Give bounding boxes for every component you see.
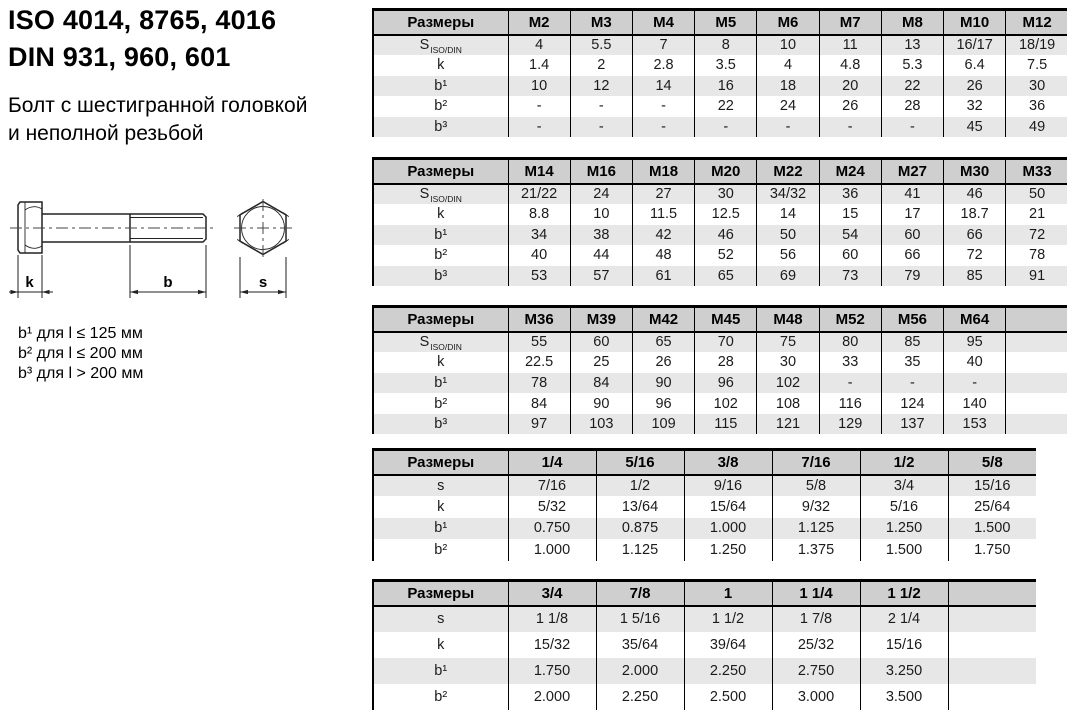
value-cell: 60: [570, 332, 632, 353]
value-cell: 45: [944, 117, 1006, 138]
col-header: M3: [570, 10, 632, 35]
value-cell: 65: [632, 332, 694, 353]
value-cell: 1.250: [860, 518, 948, 540]
subtitle-line1: Болт с шестигранной головкой: [8, 94, 308, 117]
dimension-table-1: [372, 8, 1067, 137]
value-cell: 2.250: [684, 658, 772, 684]
dimension-b: [130, 245, 206, 298]
col-header: 7/8: [596, 581, 684, 606]
value-cell: 56: [757, 245, 819, 266]
value-cell: 85: [944, 266, 1006, 287]
value-cell: 2.250: [596, 684, 684, 710]
subtitle-block: [8, 92, 307, 148]
value-cell: 75: [757, 332, 819, 353]
value-cell: 35/64: [596, 632, 684, 658]
dim-label-b: b: [163, 274, 173, 291]
value-cell: 108: [757, 393, 819, 414]
value-cell: 14: [632, 76, 694, 97]
value-cell: -: [881, 373, 943, 394]
value-cell: 26: [944, 76, 1006, 97]
thread-length-notes: [18, 324, 143, 384]
value-cell: 1.125: [596, 539, 684, 561]
col-header: M27: [881, 159, 943, 184]
row-label: k: [437, 206, 445, 223]
value-cell: 1.000: [684, 518, 772, 540]
value-cell-empty: [1006, 414, 1067, 435]
value-cell: 121: [757, 414, 819, 435]
col-header: M56: [881, 307, 943, 332]
row-label: b²: [434, 247, 448, 264]
value-cell: 60: [819, 245, 881, 266]
col-header: M22: [757, 159, 819, 184]
value-cell: 11: [819, 35, 881, 56]
col-header: M24: [819, 159, 881, 184]
value-cell: 97: [508, 414, 570, 435]
value-cell: 5/8: [772, 475, 860, 497]
dimension-table-4: [372, 448, 1036, 561]
row-label: k: [437, 354, 445, 371]
value-cell: 1.4: [508, 55, 570, 76]
value-cell: 10: [757, 35, 819, 56]
col-header: M7: [819, 10, 881, 35]
value-cell: 65: [695, 266, 757, 287]
col-header: M36: [508, 307, 570, 332]
row-label: s: [437, 611, 445, 628]
value-cell: 53: [508, 266, 570, 287]
value-cell: 4: [508, 35, 570, 56]
table-corner-label: Размеры: [373, 307, 508, 332]
value-cell: 10: [570, 204, 632, 225]
row-label: b²: [434, 689, 448, 706]
value-cell: 85: [881, 332, 943, 353]
value-cell: 27: [632, 184, 694, 205]
value-cell: 18/19: [1006, 35, 1067, 56]
row-label: $S_{ISO/DIN}$: [419, 186, 462, 205]
dimension-table-2: [372, 157, 1067, 286]
col-header: M52: [819, 307, 881, 332]
row-label: b²: [434, 542, 448, 559]
value-cell: 2: [570, 55, 632, 76]
col-header: M4: [632, 10, 694, 35]
value-cell: 50: [1006, 184, 1067, 205]
value-cell: 12.5: [695, 204, 757, 225]
col-header: 1/2: [860, 450, 948, 475]
value-cell: 78: [508, 373, 570, 394]
value-cell: 72: [944, 245, 1006, 266]
bolt-side-view: [10, 202, 216, 253]
col-header: M18: [632, 159, 694, 184]
col-header: M48: [757, 307, 819, 332]
value-cell: 28: [695, 352, 757, 373]
value-cell: 1 1/2: [684, 606, 772, 632]
table-corner-label: Размеры: [373, 581, 508, 606]
value-cell: 1.375: [772, 539, 860, 561]
value-cell: 1 1/8: [508, 606, 596, 632]
value-cell: -: [819, 373, 881, 394]
page-title-din: DIN 931, 960, 601: [8, 42, 231, 72]
value-cell: 60: [881, 225, 943, 246]
value-cell: 25: [570, 352, 632, 373]
value-cell: 33: [819, 352, 881, 373]
row-label: k: [437, 636, 445, 653]
value-cell: 1.500: [948, 518, 1036, 540]
row-label: k: [437, 57, 445, 74]
value-cell: 7.5: [1006, 55, 1067, 76]
dimension-table-5: [372, 579, 1036, 710]
row-label: b¹: [434, 226, 448, 243]
value-cell: 6.4: [944, 55, 1006, 76]
value-cell: 42: [632, 225, 694, 246]
value-cell: 3.500: [860, 684, 948, 710]
value-cell: -: [508, 96, 570, 117]
value-cell: 22.5: [508, 352, 570, 373]
value-cell: 79: [881, 266, 943, 287]
value-cell: 78: [1006, 245, 1067, 266]
value-cell: 1.000: [508, 539, 596, 561]
value-cell: 1.500: [860, 539, 948, 561]
value-cell: 36: [1006, 96, 1067, 117]
col-header: M42: [632, 307, 694, 332]
table-corner-label: Размеры: [373, 450, 508, 475]
dim-label-s: s: [258, 274, 268, 291]
value-cell: 22: [695, 96, 757, 117]
row-label: b³: [434, 118, 448, 135]
col-header: 1 1/4: [772, 581, 860, 606]
table-corner-label: Размеры: [373, 10, 508, 35]
value-cell: 2.000: [596, 658, 684, 684]
value-cell: 32: [944, 96, 1006, 117]
col-header-empty: [1006, 307, 1067, 332]
row-label: b¹: [434, 77, 448, 94]
value-cell: 72: [1006, 225, 1067, 246]
value-cell: 2.750: [772, 658, 860, 684]
value-cell: 30: [1006, 76, 1067, 97]
value-cell: 38: [570, 225, 632, 246]
value-cell: 34/32: [757, 184, 819, 205]
value-cell: 1.750: [508, 658, 596, 684]
row-label: b³: [434, 267, 448, 284]
col-header: 7/16: [772, 450, 860, 475]
bolt-technical-drawing: [8, 192, 308, 317]
value-cell: 8.8: [508, 204, 570, 225]
value-cell: 18.7: [944, 204, 1006, 225]
value-cell: 21/22: [508, 184, 570, 205]
value-cell: 129: [819, 414, 881, 435]
value-cell: 26: [632, 352, 694, 373]
value-cell: 84: [508, 393, 570, 414]
value-cell: 4: [757, 55, 819, 76]
value-cell: 15: [819, 204, 881, 225]
col-header: 1/4: [508, 450, 596, 475]
value-cell: 2.000: [508, 684, 596, 710]
value-cell: 44: [570, 245, 632, 266]
value-cell: -: [695, 117, 757, 138]
value-cell: 2.500: [684, 684, 772, 710]
row-label: b¹: [434, 662, 448, 679]
value-cell: 49: [1006, 117, 1067, 138]
col-header: 5/16: [596, 450, 684, 475]
value-cell: 3.250: [860, 658, 948, 684]
table-corner-label: Размеры: [373, 159, 508, 184]
value-cell: 95: [944, 332, 1006, 353]
value-cell: 55: [508, 332, 570, 353]
value-cell: 7: [632, 35, 694, 56]
value-cell: -: [632, 117, 694, 138]
value-cell: 2 1/4: [860, 606, 948, 632]
col-header: M39: [570, 307, 632, 332]
row-label: b²: [434, 395, 448, 412]
value-cell: 1 7/8: [772, 606, 860, 632]
value-cell-empty: [948, 632, 1036, 658]
value-cell: 52: [695, 245, 757, 266]
value-cell: 28: [881, 96, 943, 117]
value-cell: 1.250: [684, 539, 772, 561]
value-cell: 16: [695, 76, 757, 97]
value-cell: 15/64: [684, 496, 772, 518]
value-cell: -: [508, 117, 570, 138]
value-cell: 48: [632, 245, 694, 266]
value-cell: 90: [632, 373, 694, 394]
col-header: M8: [881, 10, 943, 35]
value-cell: 40: [508, 245, 570, 266]
value-cell: -: [944, 373, 1006, 394]
value-cell: 36: [819, 184, 881, 205]
value-cell: 61: [632, 266, 694, 287]
value-cell: 26: [819, 96, 881, 117]
value-cell: 3.5: [695, 55, 757, 76]
value-cell: 91: [1006, 266, 1067, 287]
row-label: b²: [434, 98, 448, 115]
value-cell: 5.5: [570, 35, 632, 56]
value-cell: 116: [819, 393, 881, 414]
value-cell: 9/32: [772, 496, 860, 518]
value-cell: -: [819, 117, 881, 138]
value-cell: 115: [695, 414, 757, 435]
value-cell: 84: [570, 373, 632, 394]
value-cell: 109: [632, 414, 694, 435]
row-label: b¹: [434, 374, 448, 391]
col-header: 5/8: [948, 450, 1036, 475]
col-header: M14: [508, 159, 570, 184]
value-cell: 18: [757, 76, 819, 97]
value-cell: 70: [695, 332, 757, 353]
value-cell: 40: [944, 352, 1006, 373]
value-cell: 24: [570, 184, 632, 205]
value-cell: 103: [570, 414, 632, 435]
value-cell-empty: [948, 606, 1036, 632]
value-cell: 57: [570, 266, 632, 287]
col-header: 1 1/2: [860, 581, 948, 606]
value-cell: 21: [1006, 204, 1067, 225]
value-cell: 10: [508, 76, 570, 97]
row-label: s: [437, 477, 445, 494]
col-header: M16: [570, 159, 632, 184]
note-b1: b¹ для l ≤ 125 мм: [18, 325, 143, 342]
value-cell: 15/16: [860, 632, 948, 658]
title-block: [8, 2, 276, 76]
value-cell: 1 5/16: [596, 606, 684, 632]
value-cell: 0.750: [508, 518, 596, 540]
col-header: M30: [944, 159, 1006, 184]
value-cell: 25/64: [948, 496, 1036, 518]
col-header-empty: [948, 581, 1036, 606]
value-cell: 5/32: [508, 496, 596, 518]
value-cell: -: [632, 96, 694, 117]
value-cell: 17: [881, 204, 943, 225]
col-header: M2: [508, 10, 570, 35]
value-cell: 25/32: [772, 632, 860, 658]
value-cell: 41: [881, 184, 943, 205]
value-cell: 39/64: [684, 632, 772, 658]
value-cell: 54: [819, 225, 881, 246]
col-header: M6: [757, 10, 819, 35]
value-cell: 24: [757, 96, 819, 117]
value-cell: 2.8: [632, 55, 694, 76]
value-cell: 15/16: [948, 475, 1036, 497]
value-cell: 3/4: [860, 475, 948, 497]
value-cell: 8: [695, 35, 757, 56]
value-cell: 66: [881, 245, 943, 266]
value-cell-empty: [1006, 332, 1067, 353]
value-cell: 9/16: [684, 475, 772, 497]
value-cell: -: [881, 117, 943, 138]
bolt-end-view: [234, 199, 292, 257]
value-cell: 11.5: [632, 204, 694, 225]
value-cell: 1/2: [596, 475, 684, 497]
value-cell: 30: [757, 352, 819, 373]
value-cell: -: [757, 117, 819, 138]
value-cell-empty: [1006, 352, 1067, 373]
page-title-iso: ISO 4014, 8765, 4016: [8, 5, 277, 35]
value-cell: 15/32: [508, 632, 596, 658]
value-cell: 46: [944, 184, 1006, 205]
value-cell: 80: [819, 332, 881, 353]
value-cell: 96: [632, 393, 694, 414]
col-header: M10: [944, 10, 1006, 35]
value-cell: 73: [819, 266, 881, 287]
value-cell: 35: [881, 352, 943, 373]
value-cell: 69: [757, 266, 819, 287]
col-header: M20: [695, 159, 757, 184]
row-label: $S_{ISO/DIN}$: [419, 334, 462, 353]
value-cell: 16/17: [944, 35, 1006, 56]
dimension-s: [240, 257, 286, 298]
col-header: M5: [695, 10, 757, 35]
value-cell: 140: [944, 393, 1006, 414]
col-header: M12: [1006, 10, 1067, 35]
value-cell: 50: [757, 225, 819, 246]
dim-label-k: k: [25, 274, 34, 291]
subtitle-line2: и неполной резьбой: [8, 122, 204, 145]
value-cell: 5/16: [860, 496, 948, 518]
value-cell: 1.125: [772, 518, 860, 540]
value-cell: 46: [695, 225, 757, 246]
value-cell: 13/64: [596, 496, 684, 518]
col-header: 3/4: [508, 581, 596, 606]
value-cell: 7/16: [508, 475, 596, 497]
row-label: b¹: [434, 520, 448, 537]
row-label: b³: [434, 416, 448, 433]
value-cell: 153: [944, 414, 1006, 435]
value-cell: 13: [881, 35, 943, 56]
dimension-k: [9, 255, 53, 298]
note-b2: b² для l ≤ 200 мм: [18, 345, 143, 362]
dimension-table-3: [372, 305, 1067, 434]
value-cell: 34: [508, 225, 570, 246]
value-cell: 90: [570, 393, 632, 414]
value-cell: 22: [881, 76, 943, 97]
value-cell: 30: [695, 184, 757, 205]
value-cell-empty: [948, 684, 1036, 710]
value-cell: 12: [570, 76, 632, 97]
value-cell: 1.750: [948, 539, 1036, 561]
value-cell: 5.3: [881, 55, 943, 76]
value-cell: 0.875: [596, 518, 684, 540]
col-header: 3/8: [684, 450, 772, 475]
value-cell-empty: [948, 658, 1036, 684]
value-cell: 102: [757, 373, 819, 394]
row-label: $S_{ISO/DIN}$: [419, 37, 462, 56]
value-cell-empty: [1006, 373, 1067, 394]
value-cell-empty: [1006, 393, 1067, 414]
value-cell: 4.8: [819, 55, 881, 76]
value-cell: 124: [881, 393, 943, 414]
note-b3: b³ для l > 200 мм: [18, 365, 144, 382]
value-cell: 137: [881, 414, 943, 435]
col-header: M33: [1006, 159, 1067, 184]
value-cell: 102: [695, 393, 757, 414]
value-cell: 20: [819, 76, 881, 97]
col-header: M45: [695, 307, 757, 332]
col-header: M64: [944, 307, 1006, 332]
col-header: 1: [684, 581, 772, 606]
value-cell: -: [570, 96, 632, 117]
row-label: k: [437, 498, 445, 515]
value-cell: -: [570, 117, 632, 138]
value-cell: 14: [757, 204, 819, 225]
value-cell: 3.000: [772, 684, 860, 710]
value-cell: 66: [944, 225, 1006, 246]
value-cell: 96: [695, 373, 757, 394]
